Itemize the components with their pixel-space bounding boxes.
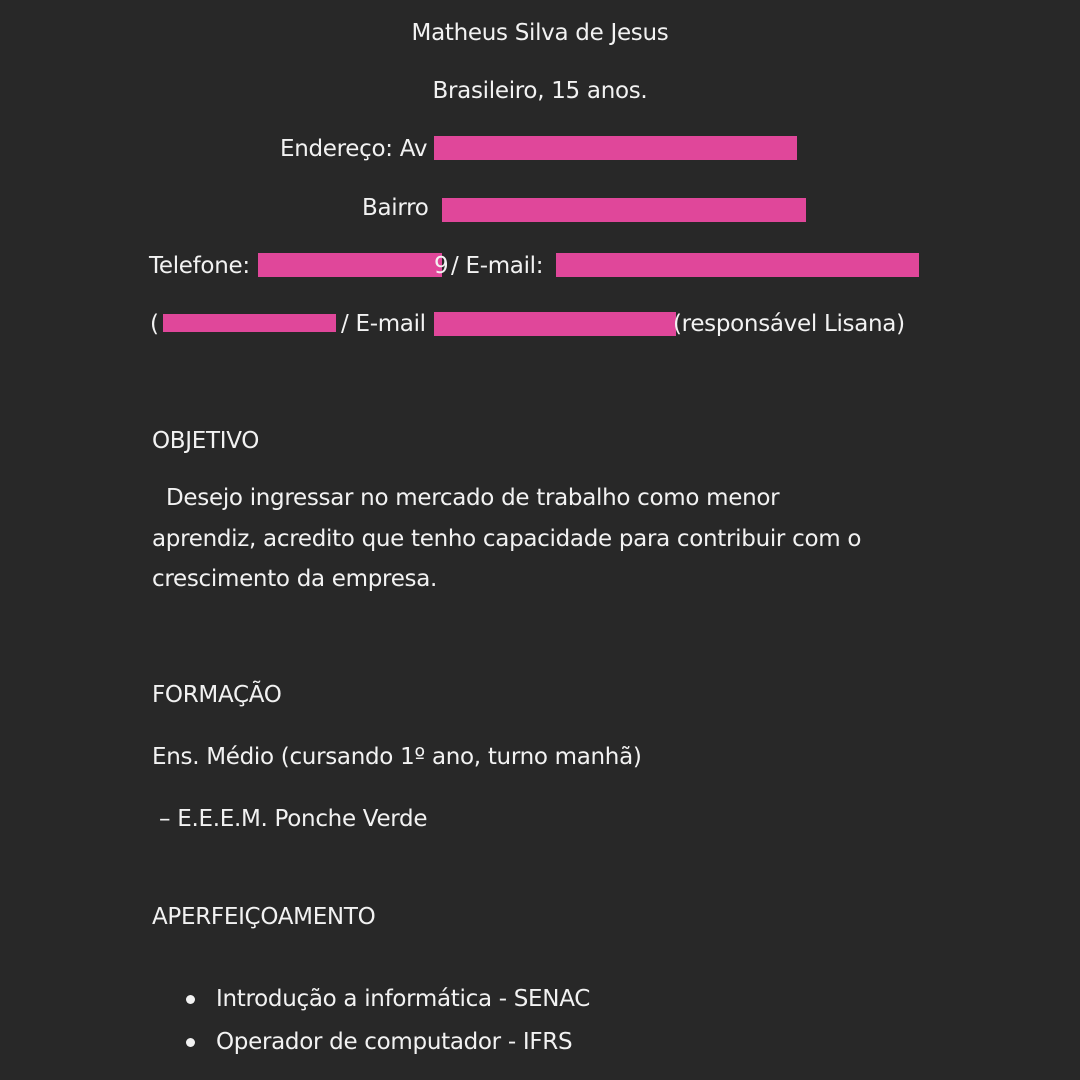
objective-line: aprendiz, acredito que tenho capacidade para contribuir com o — [152, 525, 862, 552]
redacted-email — [556, 253, 919, 277]
list-item: Introdução a informática - SENAC — [152, 984, 590, 1027]
objective-heading: OBJETIVO — [152, 428, 260, 454]
redacted-phone — [258, 253, 442, 277]
guardian-phone-paren: ( — [150, 311, 159, 337]
improvement-list — [152, 984, 590, 1070]
redacted-guardian-phone — [163, 314, 336, 332]
redacted-neighborhood — [442, 198, 806, 222]
applicant-name: Matheus Silva de Jesus — [411, 20, 669, 46]
guardian-email-label: / E-mail — [341, 311, 426, 337]
redacted-guardian-email — [434, 312, 676, 336]
education-heading: FORMAÇÃO — [152, 682, 282, 708]
nationality-age: Brasileiro, 15 anos. — [432, 78, 648, 104]
objective-text — [152, 478, 912, 600]
objective-line: Desejo ingressar no mercado de trabalho como menor — [152, 485, 780, 511]
list-item: Operador de computador - IFRS — [152, 1027, 590, 1070]
phone-tail: 9 — [434, 253, 449, 279]
redacted-address — [434, 136, 797, 160]
email-label: / E-mail: — [451, 253, 544, 279]
phone-label: Telefone: — [149, 253, 250, 279]
education-course: Ens. Médio (cursando 1º ano, turno manhã) — [152, 744, 642, 770]
improvement-heading: APERFEIÇOAMENTO — [152, 904, 376, 930]
objective-line: crescimento da empresa. — [152, 566, 438, 592]
address-label: Endereço: Av — [280, 136, 428, 162]
guardian-note: (responsável Lisana) — [673, 311, 905, 337]
education-school: – E.E.E.M. Ponche Verde — [152, 806, 428, 832]
neighborhood-label: Bairro — [362, 195, 429, 221]
